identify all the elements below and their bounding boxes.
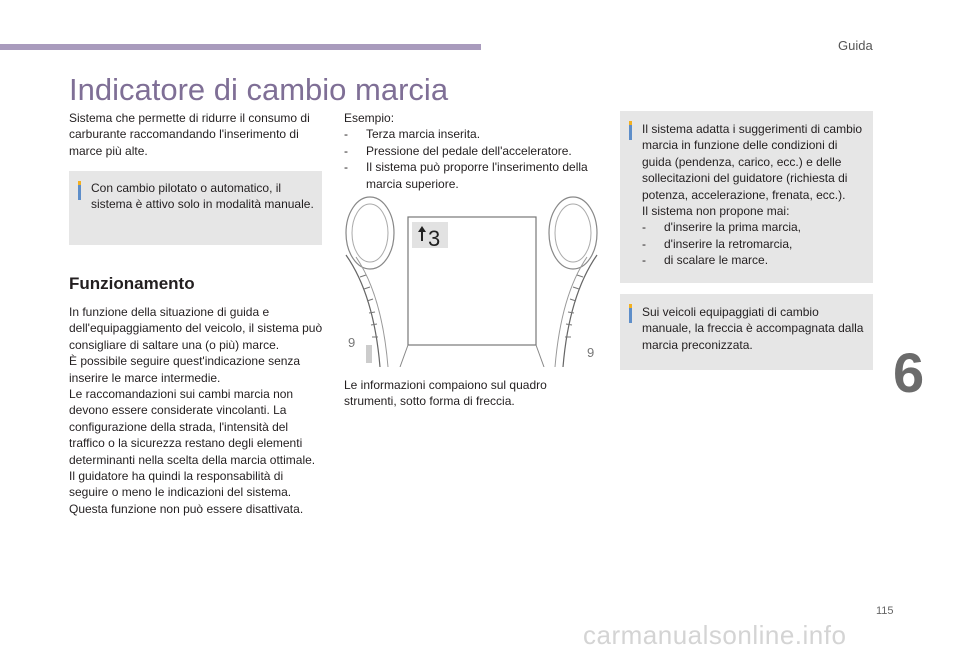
list-item: - Pressione del pedale dell'acceleratore. [344, 143, 599, 159]
note-pilotato-text: Con cambio pilotato o automatico, il sistema è attivo solo in modalità manuale. [91, 181, 314, 212]
svg-text:9: 9 [587, 345, 595, 360]
note-manual-text: Sui veicoli equipaggiati di cambio manuale, la freccia è accompagnata dalla marcia preconizzata. [642, 305, 864, 352]
intro-paragraph: Sistema che permette di ridurre il consumo di carburante raccomandando l'inserimento di marce più alte. [69, 111, 310, 158]
info-marker-icon [629, 121, 632, 140]
body-paragraph: In funzione della situazione di guida e dell'equipaggiamento del veicolo, il sistema può consigliare di saltare una (o più) marce. [69, 305, 323, 352]
page-number: 115 [876, 605, 894, 617]
body-text [69, 304, 324, 517]
info-marker-icon [78, 181, 81, 200]
never-list [642, 219, 865, 268]
note-adapt-never: Il sistema non propone mai: [642, 204, 790, 219]
gear-digit: 3 [428, 226, 441, 251]
note-manual [620, 294, 873, 370]
section-heading: Funzionamento [69, 274, 195, 293]
chapter-number: 6 [893, 341, 925, 404]
instrument-cluster-figure [344, 195, 599, 367]
body-paragraph: Questa funzione non può essere disattivata. [69, 501, 304, 516]
note-adapt-text: Il sistema adatta i suggerimenti di cambio marcia in funzione delle condizioni di guida (pendenza, carico, ecc.) e delle sollecitazioni del guidatore (richiesta di potenza, accelerazione, frenata, ecc.). [642, 122, 863, 202]
example-block [344, 110, 599, 192]
top-accent-bar [0, 44, 481, 50]
example-label: Esempio: [344, 111, 395, 125]
page-title: Indicatore di cambio marcia [69, 72, 449, 107]
list-item: - d'inserire la retromarcia, [642, 236, 865, 252]
body-paragraph: È possibile seguire quest'indicazione senza inserire le marce intermedie. [69, 354, 301, 385]
body-paragraph: Il guidatore ha quindi la responsabilità di seguire o meno le indicazioni del sistema. [69, 469, 292, 500]
list-item: - di scalare le marce. [642, 252, 865, 268]
body-paragraph: Le raccomandazioni sui cambi marcia non devono essere considerate vincolanti. La configurazione della strada, l'intensità del traffico o la sicurezza restano degli elementi determinanti nella scelta della marcia ottimale. [69, 387, 316, 467]
note-adapt [620, 111, 873, 283]
list-item: - Terza marcia inserita. [344, 126, 599, 142]
list-item: - Il sistema può proporre l'inserimento della marcia superiore. [344, 159, 599, 192]
info-marker-icon [629, 304, 632, 323]
section-label: Guida [838, 38, 873, 53]
svg-text:9: 9 [348, 335, 356, 350]
figure-caption: Le informazioni compaiono sul quadro strumenti, sotto forma di freccia. [344, 378, 547, 409]
list-item: - d'inserire la prima marcia, [642, 219, 865, 235]
note-pilotato [69, 171, 322, 245]
example-list [344, 126, 599, 192]
watermark: carmanualsonline.info [583, 620, 847, 650]
